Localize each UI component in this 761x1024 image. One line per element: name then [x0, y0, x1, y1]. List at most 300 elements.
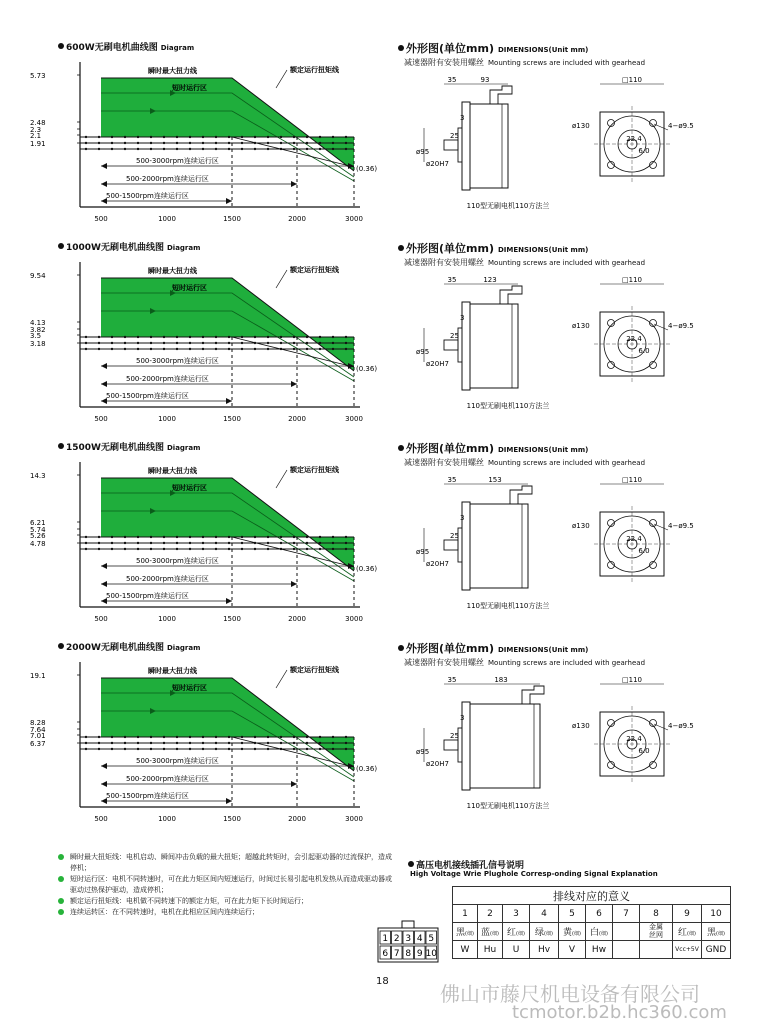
continuous-dot: [189, 736, 191, 738]
dim-length: 183: [494, 676, 508, 684]
connector-pin-label: 1: [382, 934, 389, 944]
dimension-subtitle-en: Mounting screws are included with gearhead: [488, 659, 646, 667]
wire-color: [640, 923, 673, 941]
continuous-dot: [163, 736, 165, 738]
dim-3: 3: [460, 514, 465, 522]
continuous-dot: [332, 136, 334, 138]
wire-color-text: 金属丝网: [649, 923, 663, 939]
arrow-mark: [291, 781, 297, 787]
continuous-dot: [267, 542, 269, 544]
continuous-dot: [176, 548, 178, 550]
continuous-dot: [254, 548, 256, 550]
continuous-dot: [176, 348, 178, 350]
continuous-dot: [137, 548, 139, 550]
y-tick-label: 5.74: [30, 526, 46, 534]
continuous-dot: [345, 148, 347, 150]
x-tick-label: 3000: [345, 215, 363, 223]
continuous-dot: [176, 342, 178, 344]
dim-square: □110: [622, 76, 642, 84]
dim-holes: 4−ø9.5: [668, 522, 694, 530]
continuous-dot: [267, 742, 269, 744]
continuous-dot: [124, 542, 126, 544]
dim-6-0: 6.0: [638, 147, 650, 155]
chart-title-en: Diagram: [166, 444, 201, 452]
rated-torque-label: 额定运行扭矩线: [290, 266, 339, 274]
arrow-mark: [101, 581, 107, 587]
continuous-dot: [202, 142, 204, 144]
continuous-dot: [189, 548, 191, 550]
wire-color-suffix: (细): [490, 931, 499, 937]
dim-22-4: 22.4: [626, 535, 642, 543]
chart-title-en: Diagram: [166, 644, 201, 652]
y-tick-label: 7.64: [30, 726, 46, 734]
dimension-subtitle-text: 减速器附有安装用螺丝: [404, 258, 484, 267]
dimension-drawing: [400, 272, 740, 422]
continuous-dot: [176, 536, 178, 538]
y-tick-label: 4.13: [30, 319, 46, 327]
y-tick-label: 19.1: [30, 672, 46, 680]
x-tick-label: 3000: [345, 815, 363, 823]
y-tick-label: 4.78: [30, 540, 46, 548]
continuous-dot: [319, 136, 321, 138]
dim-d20: ø20H7: [426, 560, 449, 568]
peak-torque-label: 瞬时最大扭力线: [148, 467, 197, 475]
continuous-dot: [306, 336, 308, 338]
dimension-subtitle-en: Mounting screws are included with gearhead: [488, 259, 646, 267]
continuous-dot: [163, 536, 165, 538]
dimension-title-text: 外形图(单位mm): [406, 42, 494, 55]
continuous-dot: [228, 342, 230, 344]
signal-title: 高压电机接线插孔信号说明: [408, 858, 524, 871]
continuous-dot: [137, 748, 139, 750]
continuous-dot: [293, 148, 295, 150]
torque-chart-plot: [0, 252, 390, 447]
motor-shaft: [444, 540, 458, 550]
continuous-dot: [345, 142, 347, 144]
wire-color-suffix: (细): [687, 931, 696, 937]
continuous-dot: [254, 736, 256, 738]
signal-name: Hv: [530, 941, 559, 959]
x-tick-label: 1500: [223, 215, 241, 223]
dim-square: □110: [622, 676, 642, 684]
dimension-subtitle: [404, 257, 645, 268]
dim-d130: ø130: [572, 122, 590, 130]
connector-pin-label: 6: [382, 949, 389, 959]
continuous-dot: [306, 742, 308, 744]
continuous-dot: [319, 736, 321, 738]
continuous-dot: [189, 136, 191, 138]
dim-3: 3: [460, 114, 465, 122]
pin-number: 9: [673, 905, 702, 923]
connector-pin-label: 7: [393, 949, 400, 959]
dimension-subtitle-en: Mounting screws are included with gearhead: [488, 59, 646, 67]
dim-holes: 4−ø9.5: [668, 722, 694, 730]
continuous-dot: [319, 348, 321, 350]
continuous-dot: [137, 336, 139, 338]
dim-25: 25: [450, 732, 459, 740]
wire-color-text: 黄: [563, 928, 573, 938]
continuous-dot: [150, 148, 152, 150]
continuous-dot: [202, 736, 204, 738]
continuous-dot: [98, 736, 100, 738]
continuous-range-label: 500-1500rpm连续运行区: [106, 192, 189, 200]
signal-name: [640, 941, 673, 959]
y-tick-label: 3.82: [30, 326, 46, 334]
continuous-dot: [280, 136, 282, 138]
continuous-dot: [98, 542, 100, 544]
motor-body: [470, 704, 540, 788]
signal-name: GND: [702, 941, 731, 959]
continuous-range-label: 500-2000rpm连续运行区: [126, 575, 209, 583]
dim-d130: ø130: [572, 722, 590, 730]
motor-shaft: [444, 340, 458, 350]
continuous-dot: [124, 748, 126, 750]
continuous-dot: [293, 548, 295, 550]
leader-line: [276, 470, 287, 488]
continuous-dot: [280, 542, 282, 544]
leader-line: [276, 70, 287, 88]
dimension-title-en: DIMENSIONS(Unit mm): [497, 246, 589, 254]
chart-title-text: 2000W无刷电机曲线图: [66, 643, 164, 653]
pin-number: 3: [503, 905, 530, 923]
chart-title-en: Diagram: [166, 244, 201, 252]
continuous-dot: [189, 542, 191, 544]
dim-length: 123: [483, 276, 497, 284]
continuous-dot: [163, 336, 165, 338]
wire-color: [702, 923, 731, 941]
continuous-dot: [345, 742, 347, 744]
dim-d130: ø130: [572, 522, 590, 530]
continuous-range-label: 500-2000rpm连续运行区: [126, 775, 209, 783]
continuous-dot: [111, 348, 113, 350]
continuous-dot: [267, 548, 269, 550]
x-tick-label: 1000: [158, 615, 176, 623]
continuous-dot: [267, 536, 269, 538]
x-tick-label: 500: [94, 615, 108, 623]
continuous-dot: [215, 142, 217, 144]
x-tick-label: 2000: [288, 815, 306, 823]
chart-title-en: Diagram: [160, 44, 195, 52]
continuous-dot: [254, 748, 256, 750]
continuous-dot: [345, 348, 347, 350]
dim-35: 35: [447, 676, 457, 684]
end-value-label: (0.36): [356, 365, 378, 373]
wire-color-text: 绿: [535, 928, 545, 938]
dimension-title-text: 外形图(单位mm): [406, 642, 494, 655]
continuous-dot: [241, 142, 243, 144]
continuous-dot: [163, 548, 165, 550]
drawing-caption: 110型无刷电机110方法兰: [466, 802, 550, 810]
dimension-drawing: [400, 472, 740, 622]
continuous-dot: [150, 336, 152, 338]
dim-length: 153: [488, 476, 502, 484]
continuous-dot: [228, 542, 230, 544]
continuous-dot: [85, 542, 87, 544]
continuous-dot: [293, 542, 295, 544]
watermark-url: tcmotor.b2b.hc360.com: [512, 1002, 727, 1023]
continuous-dot: [332, 348, 334, 350]
y-tick-label: 3.18: [30, 340, 46, 348]
continuous-dot: [98, 148, 100, 150]
continuous-dot: [85, 742, 87, 744]
wire-color: [613, 923, 640, 941]
chart-title-text: 1000W无刷电机曲线图: [66, 243, 164, 253]
continuous-dot: [111, 542, 113, 544]
motor-body: [470, 504, 528, 588]
y-tick-label: 1.91: [30, 140, 46, 148]
continuous-dot: [176, 736, 178, 738]
x-tick-label: 500: [94, 215, 108, 223]
continuous-dot: [150, 542, 152, 544]
signal-name: Vcc+5V: [673, 941, 702, 959]
arrow-mark: [101, 781, 107, 787]
wire-color: [530, 923, 559, 941]
x-tick-label: 3000: [345, 615, 363, 623]
continuous-dot: [319, 148, 321, 150]
pin-number: 7: [613, 905, 640, 923]
dimension-subtitle-text: 减速器附有安装用螺丝: [404, 658, 484, 667]
continuous-dot: [228, 142, 230, 144]
continuous-dot: [189, 748, 191, 750]
continuous-dot: [319, 342, 321, 344]
chart-title-text: 1500W无刷电机曲线图: [66, 443, 164, 453]
continuous-dot: [332, 336, 334, 338]
continuous-dot: [267, 142, 269, 144]
wire-color-text: 黑: [707, 928, 717, 938]
dim-25: 25: [450, 532, 459, 540]
continuous-dot: [150, 136, 152, 138]
y-tick-label: 3.5: [30, 332, 42, 340]
continuous-dot: [254, 336, 256, 338]
continuous-dot: [98, 742, 100, 744]
continuous-dot: [202, 748, 204, 750]
arrow-mark: [101, 163, 107, 169]
continuous-dot: [215, 542, 217, 544]
peak-torque-label: 瞬时最大扭力线: [148, 267, 197, 275]
continuous-dot: [137, 742, 139, 744]
continuous-dot: [137, 148, 139, 150]
continuous-dot: [241, 542, 243, 544]
continuous-dot: [150, 748, 152, 750]
signal-table-box: [452, 886, 731, 959]
arrow-mark: [101, 381, 107, 387]
continuous-dot: [215, 736, 217, 738]
wire-color-text: 红: [678, 928, 688, 938]
x-tick-label: 2000: [288, 415, 306, 423]
dimension-title-en: DIMENSIONS(Unit mm): [497, 46, 589, 54]
torque-chart-plot: [0, 52, 390, 247]
continuous-dot: [150, 736, 152, 738]
continuous-dot: [215, 342, 217, 344]
dim-d20: ø20H7: [426, 160, 449, 168]
continuous-dot: [124, 536, 126, 538]
y-tick-label: 9.54: [30, 272, 46, 280]
continuous-dot: [306, 548, 308, 550]
y-tick-label: 14.3: [30, 472, 46, 480]
continuous-dot: [319, 336, 321, 338]
continuous-dot: [98, 748, 100, 750]
dim-d95: ø95: [416, 148, 430, 156]
dim-d130: ø130: [572, 322, 590, 330]
rated-torque-label: 额定运行扭矩线: [290, 666, 339, 674]
continuous-dot: [345, 736, 347, 738]
continuous-dot: [111, 342, 113, 344]
y-tick-label: 6.21: [30, 519, 46, 527]
continuous-dot: [280, 148, 282, 150]
continuous-dot: [254, 742, 256, 744]
wire-color: [673, 923, 702, 941]
connector-pin-label: 5: [428, 934, 435, 944]
continuous-dot: [85, 748, 87, 750]
x-tick-label: 500: [94, 415, 108, 423]
y-tick-label: 6.37: [30, 740, 46, 748]
page-number: 18: [376, 976, 389, 987]
arrow-mark: [291, 381, 297, 387]
continuous-dot: [137, 536, 139, 538]
wire-color-text: 红: [507, 928, 517, 938]
wire-color-suffix: (细): [572, 931, 581, 937]
continuous-range-label: 500-3000rpm连续运行区: [136, 757, 219, 765]
legend-item: 短时运行区：电机不同转速时，可在此力矩区间内短速运行，时间过长易引起电机发热从而造成驱动器或驱动过热保护驱动，造成停机；: [58, 874, 398, 896]
continuous-dot: [280, 342, 282, 344]
continuous-dot: [228, 348, 230, 350]
continuous-dot: [163, 542, 165, 544]
motor-shaft: [444, 140, 458, 150]
continuous-dot: [306, 736, 308, 738]
continuous-dot: [124, 342, 126, 344]
arrow-mark: [101, 363, 107, 369]
dimension-subtitle-text: 减速器附有安装用螺丝: [404, 58, 484, 67]
cable-exit: [522, 686, 544, 704]
continuous-dot: [228, 736, 230, 738]
arrow-mark: [226, 598, 232, 604]
x-tick-label: 1500: [223, 815, 241, 823]
dim-35: 35: [447, 476, 457, 484]
continuous-dot: [124, 142, 126, 144]
continuous-dot: [319, 142, 321, 144]
continuous-dot: [98, 342, 100, 344]
continuous-dot: [241, 548, 243, 550]
continuous-dot: [124, 336, 126, 338]
continuous-dot: [228, 336, 230, 338]
motor-body: [470, 304, 518, 388]
dim-holes: 4−ø9.5: [668, 122, 694, 130]
continuous-dot: [150, 348, 152, 350]
x-tick-label: 2000: [288, 215, 306, 223]
continuous-dot: [306, 136, 308, 138]
continuous-dot: [215, 148, 217, 150]
continuous-dot: [150, 142, 152, 144]
continuous-dot: [176, 742, 178, 744]
continuous-dot: [280, 348, 282, 350]
continuous-dot: [189, 336, 191, 338]
connector-pin-label: 3: [405, 934, 412, 944]
continuous-dot: [306, 342, 308, 344]
wire-color: [586, 923, 613, 941]
continuous-dot: [189, 536, 191, 538]
arrow-mark: [226, 198, 232, 204]
continuous-dot: [280, 742, 282, 744]
continuous-dot: [202, 548, 204, 550]
continuous-dot: [267, 736, 269, 738]
dim-3: 3: [460, 314, 465, 322]
dimension-subtitle: [404, 657, 645, 668]
dim-25: 25: [450, 332, 459, 340]
continuous-dot: [163, 742, 165, 744]
continuous-dot: [345, 136, 347, 138]
continuous-dot: [124, 348, 126, 350]
continuous-dot: [254, 542, 256, 544]
dim-35: 35: [447, 76, 457, 84]
x-tick-label: 2000: [288, 615, 306, 623]
arrow-mark: [291, 581, 297, 587]
continuous-dot: [111, 748, 113, 750]
continuous-dot: [137, 736, 139, 738]
dimension-subtitle-text: 减速器附有安装用螺丝: [404, 458, 484, 467]
dimension-drawing: [400, 672, 740, 822]
continuous-dot: [215, 136, 217, 138]
continuous-range-label: 500-2000rpm连续运行区: [126, 375, 209, 383]
arrow-mark: [101, 763, 107, 769]
continuous-dot: [228, 536, 230, 538]
dim-22-4: 22.4: [626, 735, 642, 743]
x-tick-label: 1500: [223, 615, 241, 623]
pin-number: 5: [559, 905, 586, 923]
continuous-dot: [345, 336, 347, 338]
continuous-dot: [189, 348, 191, 350]
end-value-label: (0.36): [356, 765, 378, 773]
continuous-dot: [293, 536, 295, 538]
dim-25: 25: [450, 132, 459, 140]
wire-color-suffix: (细): [716, 931, 725, 937]
dim-22-4: 22.4: [626, 135, 642, 143]
continuous-dot: [150, 536, 152, 538]
signal-name: Hu: [478, 941, 503, 959]
continuous-dot: [319, 742, 321, 744]
peak-torque-label: 瞬时最大扭力线: [148, 667, 197, 675]
signal-table: [452, 886, 731, 959]
legend: [58, 852, 398, 918]
continuous-dot: [241, 336, 243, 338]
continuous-dot: [111, 148, 113, 150]
continuous-dot: [202, 348, 204, 350]
continuous-dot: [85, 548, 87, 550]
continuous-dot: [280, 536, 282, 538]
y-tick-label: 2.1: [30, 132, 42, 140]
continuous-dot: [202, 542, 204, 544]
continuous-dot: [124, 736, 126, 738]
wire-color-suffix: (细): [516, 931, 525, 937]
torque-chart-plot: [0, 652, 390, 847]
dimension-title-en: DIMENSIONS(Unit mm): [497, 446, 589, 454]
continuous-dot: [332, 736, 334, 738]
watermark-company: 佛山市藤尺机电设备有限公司: [440, 982, 700, 1006]
leader-line: [276, 670, 287, 688]
continuous-dot: [202, 136, 204, 138]
wire-color: [453, 923, 478, 941]
continuous-dot: [215, 536, 217, 538]
continuous-dot: [241, 136, 243, 138]
signal-name: [613, 941, 640, 959]
dim-d95: ø95: [416, 348, 430, 356]
continuous-dot: [150, 342, 152, 344]
continuous-dot: [124, 548, 126, 550]
dim-6-0: 6.0: [638, 347, 650, 355]
continuous-dot: [176, 336, 178, 338]
continuous-dot: [345, 542, 347, 544]
continuous-dot: [267, 342, 269, 344]
continuous-range-label: 500-1500rpm连续运行区: [106, 592, 189, 600]
